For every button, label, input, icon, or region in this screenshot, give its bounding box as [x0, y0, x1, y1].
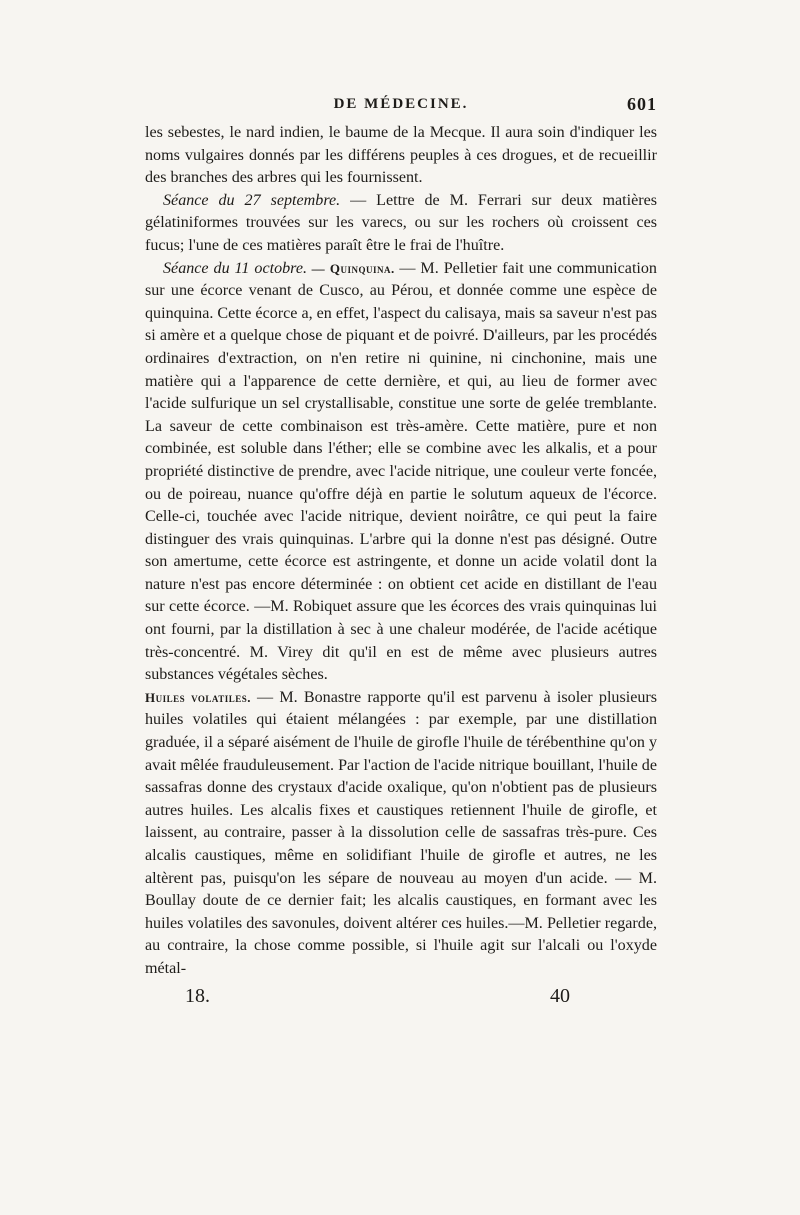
running-title: DE MÉDECINE. [333, 96, 469, 112]
section-heading: — Quinquina. [307, 260, 400, 276]
section-heading: Huiles volatiles. [145, 689, 257, 705]
paragraph-seance-27-septembre: Séance du 27 septembre. — Lettre de M. Ferrari sur deux matières gélatiniformes trouvées sur les varecs, ou sur les rochers où croissent ces fucus; l'une de ces matières paraît être le frai de l'huître. [145, 191, 657, 254]
paragraph-continuation: les sebestes, le nard indien, le baume de la Mecque. Il aura soin d'indiquer les noms vulgaires donnés par les différens peuples à ces drogues, et de recueillir des branches des arbres qui les fournissent. [145, 124, 657, 187]
paragraph-huiles-volatiles: Huiles volatiles. — M. Bonastre rapporte qu'il est parvenu à isoler plusieurs huiles volatiles qui étaient mélangées : par exemple, par une distillation graduée, il a séparé aisément de l'huile de girofle l'huile de térébenthine qu'on y avait mêlée frauduleusement. Par l'action de l'acide nitrique bouillant, l'huile de sassafras donne des crystaux d'acide oxalique, qu'on n'obtient pas de plusieurs autres huiles. Les alcalis fixes et caustiques retiennent l'huile de girofle, et laissent, au contraire, passer à la dissolution celle de sassafras très-pure. Ces alcalis caustiques, même en solidifiant l'huile de girofle et autres, ne les altèrent pas, puisqu'on les sépare de nouveau au moyen d'un acide. — M. Boullay doute de ce dernier fait; les alcalis caustiques, en formant avec les huiles volatiles des savonules, doivent altérer ces huiles.—M. Pelletier regarde, au contraire, la chose comme possible, si l'huile agit sur l'alcali ou l'oxyde métal- [145, 688, 658, 977]
paragraph-seance-11-octobre: Séance du 11 octobre. — Quinquina. — M. Pelletier fait une communication sur une écorce venant de Cusco, au Pérou, et donnée comme une espèce de quinquina. Cette écorce a, en effet, l'aspect du calisaya, mais sa saveur n'est pas si amère et a quelque chose de piquant et de poivré. D'ailleurs, par les procédés ordinaires d'extraction, on n'en retire ni quinine, ni cinchonine, mais une matière qui a l'apparence de cette dernière, et qui, au lieu de former avec l'acide sulfurique un sel crystallisable, constitue une sorte de gelée tremblante. La saveur de cette combinaison est très-amère. Cette matière, pure et non combinée, est soluble dans l'éther; elle se combine avec les alkalis, et a pour propriété distinctive de prendre, avec l'acide nitrique, une couleur verte foncée, ou de poireau, nuance qu'offre déjà en partie le solutum aqueux de l'écorce. Celle-ci, touchée avec l'acide nitrique, devient noirâtre, ce qui peut la faire distinguer des vrais quinquinas. L'arbre qui la donne n'est pas désigné. Outre son amertume, cette écorce est astringente, et donne un acide volatil dont la nature n'est pas encore déterminée : on obtient cet acide en distillant de l'eau sur cette écorce. —M. Robiquet assure que les écorces des vrais quinquinas lui ont fourni, par la distillation à sec à une chaleur modérée, de l'acide acétique très-concentré. M. Virey dit qu'il en est de même avec plusieurs autres substances végétales sèches. [145, 259, 657, 684]
page-footer [145, 985, 657, 1015]
running-header [145, 96, 657, 122]
page-body [145, 122, 657, 981]
session-date: Séance du 11 octobre. [163, 259, 307, 277]
sheet-number: 40 [550, 984, 570, 1007]
page-number: 601 [627, 94, 657, 114]
book-page [145, 96, 657, 1015]
signature-mark: 18. [185, 984, 210, 1007]
session-date: Séance du 27 septembre. [163, 191, 341, 209]
